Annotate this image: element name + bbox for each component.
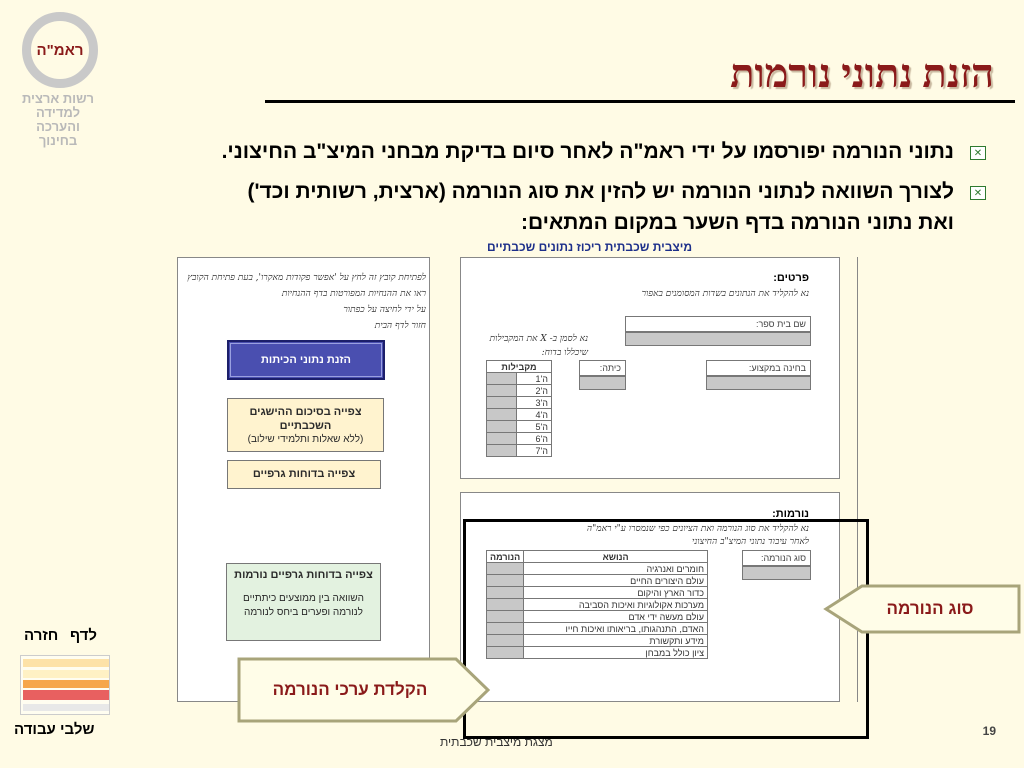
topic-cell: ציון כולל במבחן	[524, 647, 708, 659]
subject-label: בחינה במקצוע:	[706, 360, 811, 376]
org-name	[8, 92, 108, 148]
norm-type-label: סוג הנורמה:	[742, 550, 811, 566]
table-row	[487, 445, 552, 457]
note-line: חזור לדף הבית	[374, 321, 426, 331]
topic-cell: כדור הארץ והיקום	[524, 587, 708, 599]
view-summary-sub: (ללא שאלות ותלמידי שילוב)	[247, 434, 364, 445]
norm-header: הנורמה	[487, 551, 524, 563]
norm-graphs-sub: השוואה בין ממוצעים כיתתיים לנורמה ופערים ביחס לנורמה	[243, 593, 364, 618]
parallel-checkbox[interactable]	[487, 397, 517, 409]
parallel-note: נא לסמן ב- X את המקבילות שיכללו בדוח:	[489, 334, 588, 358]
excel-bullet-icon: ✕	[970, 186, 986, 200]
table-row	[487, 385, 552, 397]
topic-cell: עולם היצורים החיים	[524, 575, 708, 587]
view-norm-graphs-button[interactable]	[226, 563, 381, 641]
view-summary-label: צפייה בסיכום ההישגים השכבתיים	[249, 406, 362, 432]
work-steps-link[interactable]: שלבי עבודה	[14, 721, 95, 738]
topic-cell: מידע ותקשורת	[524, 635, 708, 647]
norm-values-callout: הקלדת ערכי הנורמה	[272, 680, 428, 699]
school-name-input[interactable]	[625, 332, 811, 346]
norms-note-1: נא להקליד את סוג הנורמה ואת הציונים כפי שנמסרו ע"י ראמ"ה	[586, 524, 809, 534]
bullet-2-cont: ואת נתוני הנורמה בדף השער במקום המתאים:	[520, 211, 954, 234]
parallel-label: ה'7	[517, 445, 552, 457]
parallel-label: ה'6	[517, 433, 552, 445]
details-title: פרטים:	[773, 272, 809, 284]
page-number: 19	[982, 724, 996, 738]
norms-note-2: לאחר עיבוד נתוני המיצ"ב החיצוני	[692, 537, 809, 547]
topic-cell: חומרים ואנרגיה	[524, 563, 708, 575]
slide-title: הזנת נתוני נורמות	[730, 51, 994, 96]
parallel-label: ה'4	[517, 409, 552, 421]
table-row	[487, 409, 552, 421]
subject-input[interactable]	[706, 376, 811, 390]
parallel-checkbox[interactable]	[487, 373, 517, 385]
parallel-label: ה'2	[517, 385, 552, 397]
sheet-header: מיצבית שכבתית ריכוז נתונים שכבתיים	[487, 240, 693, 254]
bullet-1: נתוני הנורמה יפורסמו על ידי ראמ"ה לאחר סיום בדיקת מבחני המיצ"ב החיצוני.	[221, 140, 954, 163]
topic-cell: עולם מעשה ידי אדם	[524, 611, 708, 623]
footer-text: מצגת מיצבית שכבתית	[440, 735, 553, 749]
nav-back-link[interactable]: חזרה	[24, 627, 59, 644]
details-note: נא להקליד את הנתונים בשדות המסומנים באפור	[641, 289, 809, 299]
bullet-2: לצורך השוואה לנתוני הנורמה יש להזין את סוג הנורמה (ארצית, רשותית וכד')	[247, 180, 954, 203]
parallel-label: ה'5	[517, 421, 552, 433]
topic-cell: האדם, התנהגותו, בריאותו ואיכות חייו	[524, 623, 708, 635]
parallel-checkbox[interactable]	[487, 409, 517, 421]
logo-name: ראמ"ה	[36, 41, 84, 59]
topic-header: הנושא	[524, 551, 708, 563]
view-summary-button[interactable]	[227, 398, 384, 452]
org-line: והערכה	[36, 119, 80, 134]
table-row	[487, 433, 552, 445]
table-row	[487, 397, 552, 409]
table-row	[487, 373, 552, 385]
work-steps-thumbnail[interactable]	[20, 655, 110, 715]
parallels-table	[486, 360, 552, 457]
parallel-label: ה'3	[517, 397, 552, 409]
org-line: בחינוך	[38, 133, 78, 148]
note-line: ראו את ההנחיות המפורטות בדף ההנחיות	[281, 289, 426, 299]
school-name-label: שם בית ספר:	[625, 316, 811, 332]
parallel-checkbox[interactable]	[487, 421, 517, 433]
title-divider	[265, 100, 1015, 103]
org-line: רשות ארצית	[21, 91, 95, 106]
parallel-checkbox[interactable]	[487, 445, 517, 457]
topic-cell: מערכות אקולוגיות ואיכות הסביבה	[524, 599, 708, 611]
note-line: לפתיחת קובץ זה לחץ על 'אפשר פקודות מאקרו', בעת פתיחת הקובץ	[187, 273, 426, 283]
nav-page-link[interactable]: לדף	[70, 627, 97, 644]
norm-type-callout: סוג הנורמה	[886, 599, 974, 618]
instructions-note	[186, 270, 426, 334]
org-line: למדידה	[35, 105, 81, 120]
table-row	[487, 421, 552, 433]
parallel-checkbox[interactable]	[487, 385, 517, 397]
parallel-label: ה'1	[517, 373, 552, 385]
logo-ring-icon	[22, 12, 98, 88]
view-graphs-button[interactable]: צפייה בדוחות גרפיים	[227, 460, 381, 489]
excel-bullet-icon: ✕	[970, 146, 986, 160]
class-label: כיתה:	[579, 360, 626, 376]
highlight-frame	[463, 519, 869, 739]
parallels-header: מקבילות	[487, 361, 552, 373]
enter-class-data-button[interactable]: הזנת נתוני הכיתות	[227, 340, 385, 380]
norms-title: נורמות:	[772, 508, 809, 520]
class-input[interactable]	[579, 376, 626, 390]
parallel-checkbox[interactable]	[487, 433, 517, 445]
note-line: על ידי לחיצה על כפתור	[343, 305, 426, 315]
norm-graphs-label: צפייה בדוחות גרפיים נורמות	[234, 569, 373, 581]
